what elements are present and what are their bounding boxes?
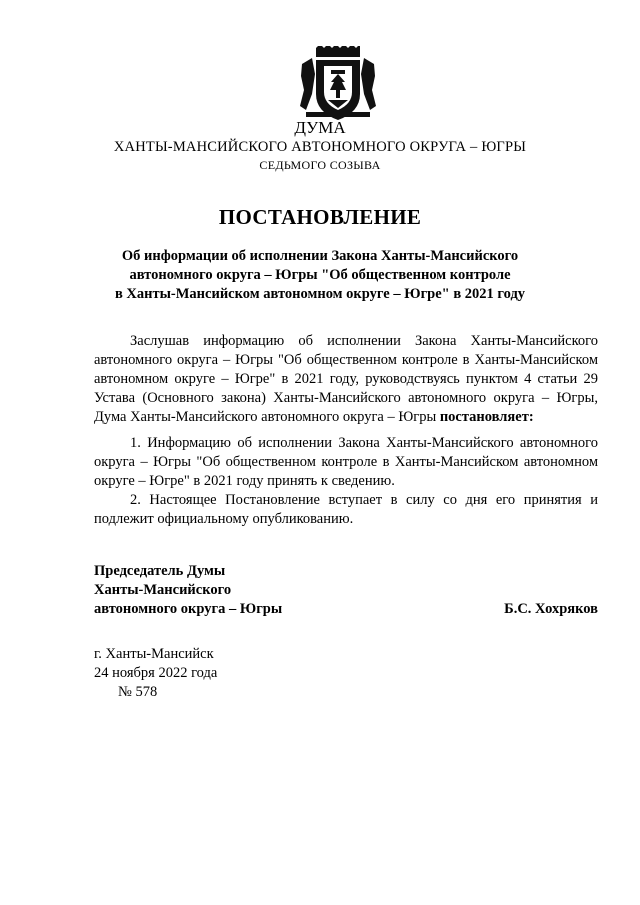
item-2: 2. Настоящее Постановление вступает в силу со дня его принятия и подлежит официальному опубликованию. — [94, 492, 598, 527]
convocation: СЕДЬМОГО СОЗЫВА — [259, 158, 381, 172]
subject-line: Об информации об исполнении Закона Ханты-Мансийского — [121, 248, 519, 264]
intro-text: Заслушав информацию об исполнении Закона Ханты-Мансийского автономного округа – Югры "Об общественном контроле в Ханты-Мансийском автономном округе – Югре" в 2021 году, руководствуясь пунктом 4 статьи 29 Устава (Основного закона) Ханты-Мансийского автономного округа – Югры, Дума Ханты-Мансийского автономного округа – Югры — [94, 333, 598, 425]
document-subject — [0, 247, 640, 304]
region-name: ХАНТЫ-МАНСИЙСКОГО АВТОНОМНОГО ОКРУГА – ЮГРЫ — [113, 139, 527, 155]
position-line: Председатель Думы — [94, 563, 226, 579]
org-name: ДУМА — [294, 118, 346, 137]
date: 24 ноября 2022 года — [94, 665, 218, 681]
position-line: автономного округа – Югры — [94, 601, 283, 617]
decision-word: постановляет: — [439, 409, 534, 425]
signatory-position — [94, 562, 282, 619]
document-title: ПОСТАНОВЛЕНИЕ — [218, 205, 422, 229]
subject-line: в Ханты-Мансийском автономном округе – Югре" в 2021 году — [114, 286, 526, 302]
intro-paragraph — [94, 332, 598, 427]
document-footer — [94, 645, 217, 702]
subject-line: автономного округа – Югры "Об общественном контроле — [129, 267, 511, 283]
khmao-coat-of-arms-icon — [298, 46, 378, 122]
place: г. Ханты-Мансийск — [94, 646, 214, 662]
document-number: № 578 — [118, 684, 158, 700]
signatory-name: Б.С. Хохряков — [504, 601, 598, 617]
item-1: 1. Информацию об исполнении Закона Ханты-Мансийского автономного округа – Югры "Об общественном контроле в Ханты-Мансийском автономном округе – Югре" в 2021 году принять к сведению. — [94, 435, 598, 489]
position-line: Ханты-Мансийского — [94, 582, 232, 598]
